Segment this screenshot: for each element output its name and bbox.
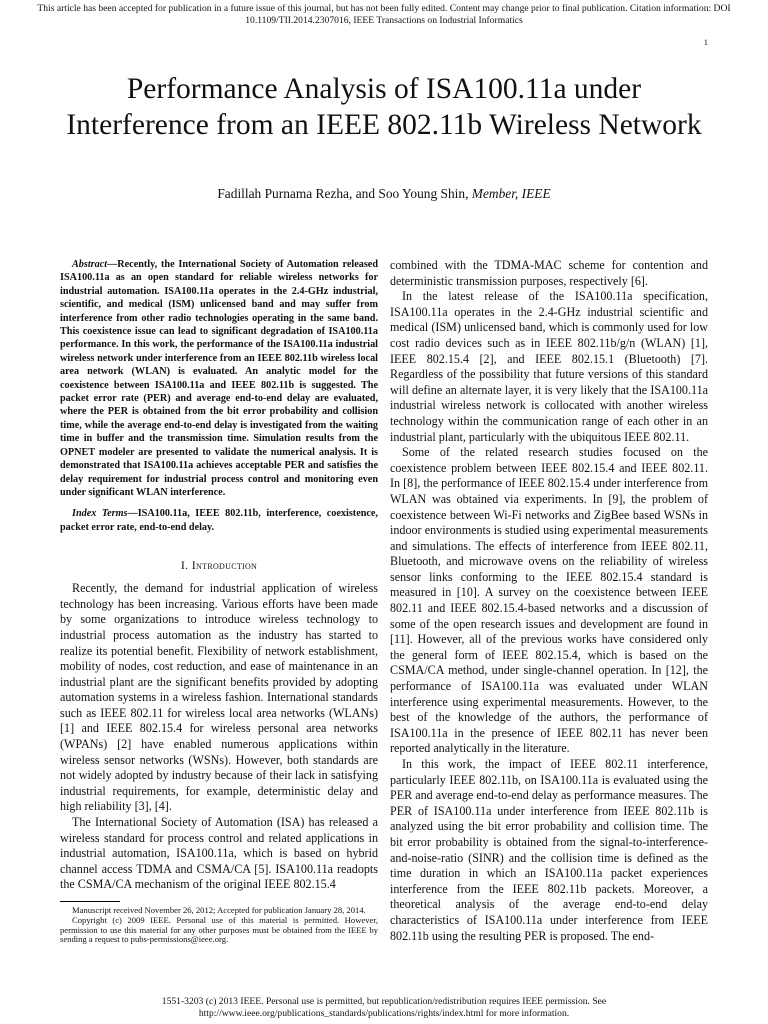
journal-banner	[0, 3, 768, 27]
abstract	[60, 258, 378, 499]
author-line	[60, 186, 708, 202]
section-heading-introduction	[60, 557, 378, 573]
intro-paragraph-2: The International Society of Automation (ISA) has released a wireless standard for process control and related applications in industrial automation, ISA100.11a, which is based on hybrid channel access TDMA and CSMA/CA [5]. ISA100.11a readopts the CSMA/CA mechanism of the original IEEE 802.15.4	[60, 815, 378, 892]
footer-line-1: 1551-3203 (c) 2013 IEEE. Personal use is permitted, but republication/redistribution requires IEEE permission. See	[161, 996, 607, 1007]
right-paragraph-4: In this work, the impact of IEEE 802.11 interference, particularly IEEE 802.11b, on ISA100.11a is evaluated using the PER and average end-to-end delay as performance measures. The PER of ISA100.11a under interference from IEEE 802.11b is analyzed using the bit error probability and collision time. The bit error probability is obtained from the signal-to-interference-and-noise-ratio (SINR) and the collision time is defined as the time duration in which an ISA100.11a packet experiences interference from the IEEE 802.11b packets. Moreover, a theoretical analysis of the average end-to-end delay characteristics of ISA100.11a under interference from IEEE 802.11b using the resulting PER is proposed. The end-	[390, 757, 708, 943]
page-number: 1	[703, 37, 708, 47]
index-terms-text: —ISA100.11a, IEEE 802.11b, interference, coexistence, packet error rate, end-to-end delay.	[60, 508, 378, 533]
index-terms-label: Index Terms	[72, 508, 128, 520]
copyright-footer	[0, 996, 768, 1020]
footnote-manuscript: Manuscript received November 26, 2012; Accepted for publication January 28, 2014.	[72, 905, 366, 915]
abstract-text: —Recently, the International Society of Automation released ISA100.11a as an open standard for reliable wireless networks for industrial automation. ISA100.11a operates in the 2.4-GHz industrial, scientific, and medical (ISM) unlicensed band and may suffer from interference from other radio technologies operating in the same band. This coexistence issue can lead to significant degradation of ISA100.11a performance. In this work, the performance of the ISA100.11a industrial wireless network under interference from an IEEE 802.11b wireless local area network (WLAN) is evaluated. An analytic model for the coexistence between ISA100.11a and IEEE 802.11b is suggested. The packet error rate (PER) and average end-to-end delay are evaluated, where the PER is obtained from the bit error probability and collision time, while the average end-to-end delay is investigated from the waiting time in buffer and the transmission time. Simulation results from the OPNET modeler are presented to validate the numerical analysis. It is demonstrated that ISA100.11a achieves acceptable PER and satisfies the delay requirement for industrial process control and monitoring even under significant WLAN interference.	[60, 259, 378, 498]
footer-line-2: http://www.ieee.org/publications_standards/publications/rights/index.html for more information.	[198, 1008, 570, 1019]
right-paragraph-2: In the latest release of the ISA100.11a specification, ISA100.11a operates in the 2.4-GHz industrial scientific and medical (ISM) unlicensed band, which is commonly used for low cost radio devices such as in IEEE 802.11b/g/n (WLAN) [1], IEEE 802.15.4 [2], and IEEE 802.15.1 (Bluetooth) [7]. Regardless of the possibility that future versions of this standard will define an alternate layer, it is very likely that the ISA100.11a industrial wireless network is collocated with another wireless technology within the communication range of each other in an industrial plant, particularly with the ubiquitous IEEE 802.11.	[390, 289, 708, 444]
intro-paragraph-1: Recently, the demand for industrial application of wireless technology has been increasing. Various efforts have been made by some organizations to introduce wireless technology to industrial process automation as the industry has started to realize its potential benefit. Flexibility of network establishment, mobility of nodes, cost reduction, and ease of maintenance in an industrial plant are the significant benefits provided by adopting automation systems in a wireless fashion. International standards such as IEEE 802.11 for wireless local area networks (WLANs) [1] and IEEE 802.15.4 for wireless personal area networks (WPANs) [2] have enabled numerous applications within wireless sensor networks (WSNs). However, both standards are not widely adopted by industry because of their lack in satisfying industrial requirements, for example, deterministic delay and high reliability [3], [4].	[60, 581, 378, 814]
banner-line-2: 10.1109/TII.2014.2307016, IEEE Transactions on Industrial Informatics	[245, 15, 523, 26]
index-terms	[60, 507, 378, 534]
banner-line-1: This article has been accepted for publication in a future issue of this journal, but has not been fully edited. Content may change prior to final publication. Citation information: DOI	[37, 3, 731, 14]
section-title: Introduction	[191, 558, 258, 573]
paper-title: Performance Analysis of ISA100.11a under Interference from an IEEE 802.11b Wireless Network	[66, 73, 702, 141]
author-affiliation: Member, IEEE	[471, 186, 551, 201]
footnote-copyright: Copyright (c) 2009 IEEE. Personal use of this material is permitted. However, permission to use this material for any other purposes must be obtained from the IEEE by sending a request to pubs-permissions@ieee.org.	[60, 914, 378, 945]
right-paragraph-1: combined with the TDMA-MAC scheme for contention and deterministic transmission purposes, respectively [6].	[390, 258, 708, 288]
left-column	[60, 258, 378, 945]
footnote-divider	[60, 901, 120, 902]
section-number: I.	[180, 558, 192, 573]
author-names: Fadillah Purnama Rezha, and Soo Young Shin,	[217, 186, 469, 201]
right-paragraph-3: Some of the related research studies focused on the coexistence problem between IEEE 802.15.4 and IEEE 802.11. In [8], the performance of IEEE 802.15.4 under interference from WLAN was obtained via experiments. In [9], the problem of coexistence between Wi-Fi networks and ZigBee based WSNs in indoor environments is studied using experimental measurements and simulations. The effects of interference from IEEE 802.11, Bluetooth, and microwave ovens on the reliability of wireless sensor links conforming to the IEEE 802.15.4 standard is measured in [10]. A survey on the coexistence between IEEE 802.11 and IEEE 802.15.4-based networks and a discussion of some of the open research issues and development are found in [11]. However, all of the previous works have considered only the general form of IEEE 802.15.4, which is based on the CSMA/CA method, under single-channel operation. In [12], the performance of ISA100.11a was evaluated under WLAN interference using experimental measurements. However, to the best of the knowledge of the authors, the performance of ISA100.11a in the presence of IEEE 802.11 has never been reported analytically in the literature.	[390, 445, 708, 756]
right-column	[390, 258, 708, 944]
abstract-label: Abstract	[72, 259, 108, 270]
